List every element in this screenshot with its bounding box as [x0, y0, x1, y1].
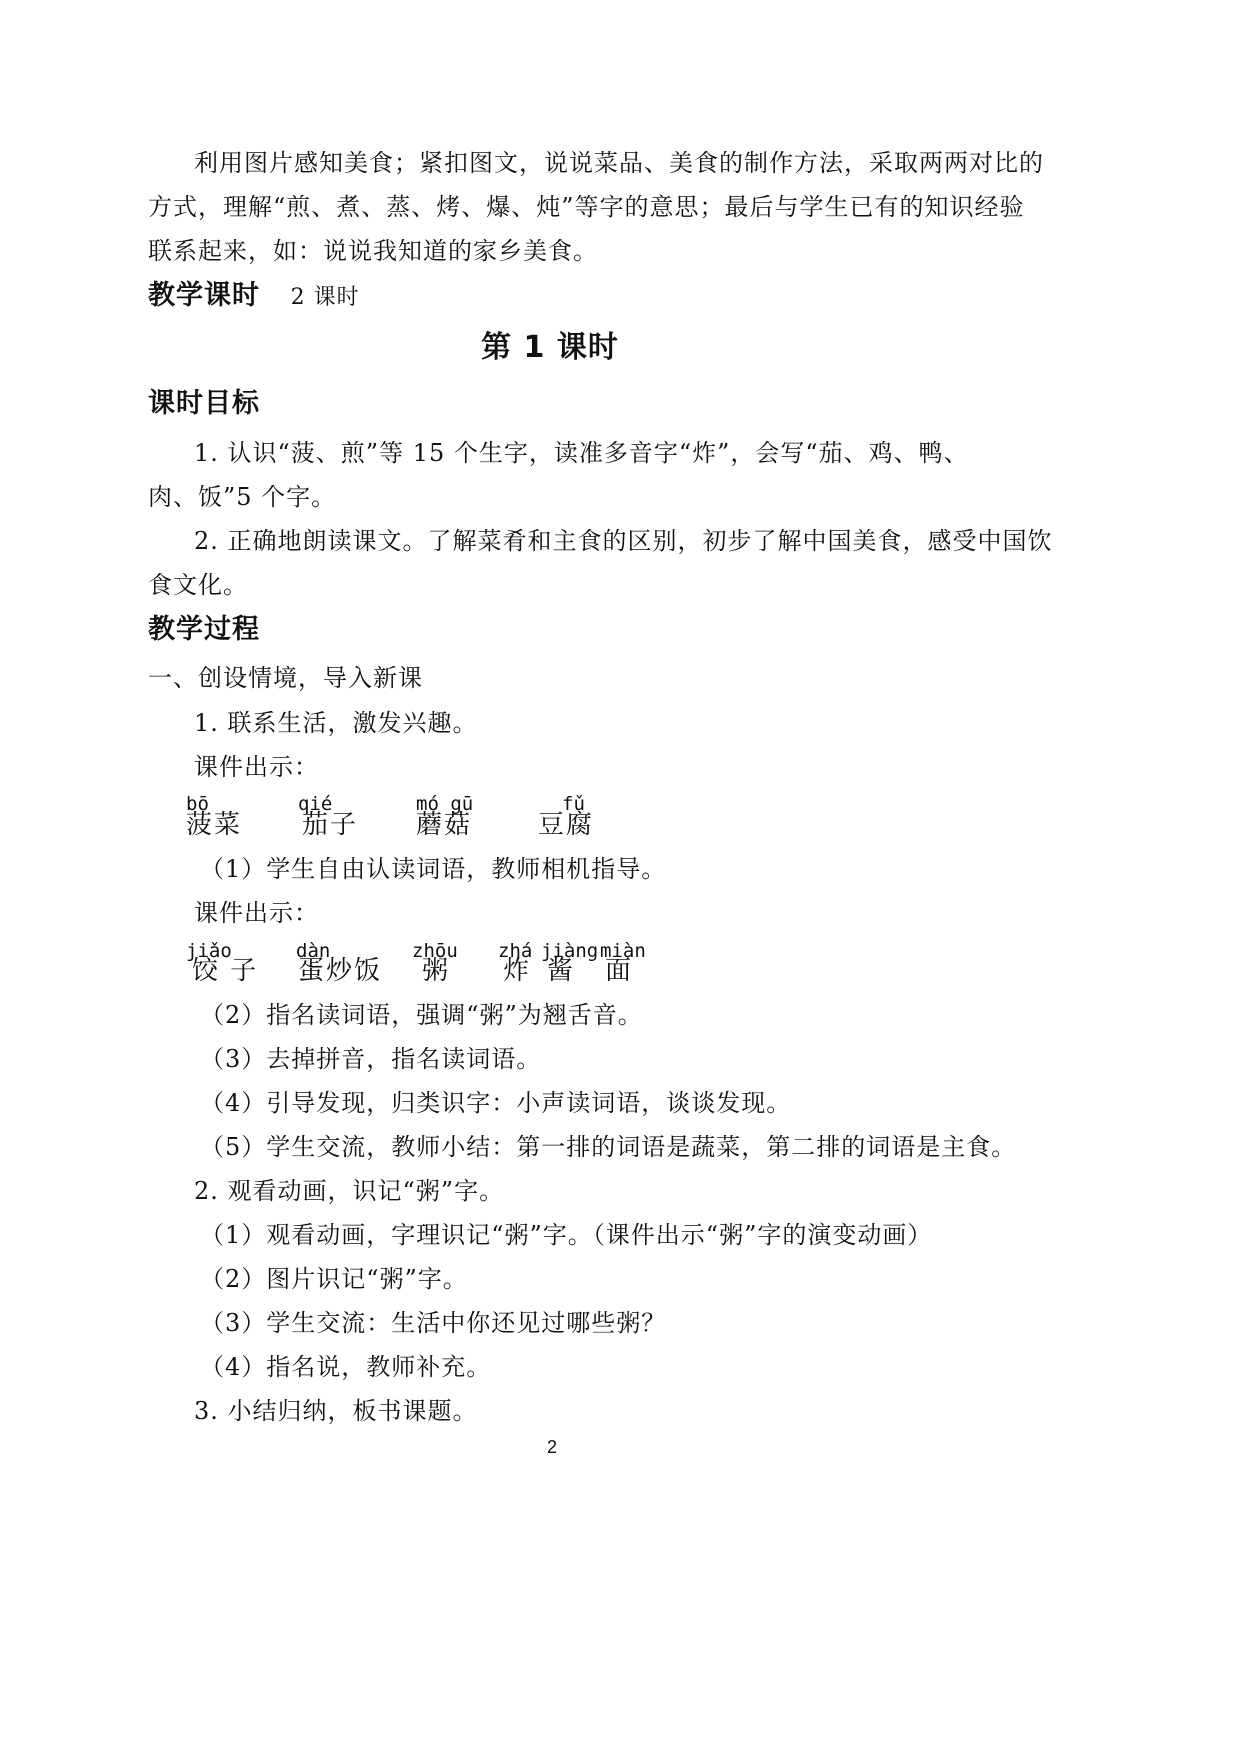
- step-3: 3. 小结归纳，板书课题。: [194, 1397, 478, 1425]
- goal-1-line-1: 1. 认识“菠、煎”等 15 个生字，读准多音字“炸”，会写“茄、鸡、鸭、: [194, 439, 969, 467]
- step-2: 2. 观看动画，识记“粥”字。: [194, 1177, 505, 1205]
- sub-2-1: （1）观看动画，字理识记“粥”字。（课件出示“粥”字的演变动画）: [200, 1221, 933, 1249]
- teaching-hours-label: 教学课时: [148, 280, 260, 311]
- sub-1-4: （4）引导发现，归类识字：小声读词语，谈谈发现。: [200, 1089, 792, 1117]
- step-1: 1. 联系生活，激发兴趣。: [194, 709, 478, 737]
- pinyin-mian: miàn: [600, 940, 646, 962]
- word-jiaozi: 饺 子: [192, 956, 259, 986]
- word-jiang: 酱: [547, 956, 576, 986]
- pinyin-bo: bō: [186, 793, 209, 815]
- goal-2-line-1: 2. 正确地朗读课文。了解菜肴和主食的区别，初步了解中国美食，感受中国饮: [194, 527, 1053, 555]
- pinyin-qie: qié: [298, 793, 333, 815]
- section-1-title: 一、创设情境，导入新课: [148, 664, 423, 692]
- sub-2-2: （2）图片识记“粥”字。: [200, 1265, 468, 1293]
- courseware-label-2: 课件出示：: [194, 899, 319, 927]
- pinyin-dan: dàn: [296, 940, 331, 962]
- pinyin-jiang: jiàng: [541, 940, 599, 962]
- pinyin-mogu: mó gū: [416, 793, 474, 815]
- teaching-hours-value: 2 课时: [290, 285, 360, 310]
- word-qiezi: 茄子: [302, 810, 359, 840]
- pinyin-jiao: jiǎo: [186, 940, 232, 962]
- word-danchaofan: 蛋炒饭: [298, 956, 383, 986]
- sub-2-4: （4）指名说，教师补充。: [200, 1353, 492, 1381]
- word-bocai: 菠菜: [186, 810, 243, 840]
- goal-2-line-2: 食文化。: [148, 571, 248, 599]
- sub-2-3: （3）学生交流：生活中你还见过哪些粥？: [200, 1309, 667, 1337]
- pinyin-fu: fǔ: [562, 793, 585, 815]
- lesson-title: 第 1 课时: [481, 330, 619, 365]
- goal-1-line-2: 肉、饭”5 个字。: [148, 483, 337, 511]
- word-zhou: 粥: [422, 956, 451, 986]
- sub-1-3: （3）去掉拼音，指名读词语。: [200, 1045, 542, 1073]
- word-zha: 炸: [503, 956, 532, 986]
- pinyin-zha: zhá: [498, 940, 533, 962]
- sub-1-2: （2）指名读词语，强调“粥”为翘舌音。: [200, 1001, 643, 1029]
- teaching-hours: [148, 280, 360, 314]
- intro-line-1: 利用图片感知美食；紧扣图文，说说菜品、美食的制作方法，采取两两对比的: [194, 149, 1044, 177]
- process-heading: 教学过程: [148, 614, 260, 645]
- intro-line-3: 联系起来，如：说说我知道的家乡美食。: [148, 237, 598, 265]
- word-mogu: 蘑菇: [416, 810, 473, 840]
- goals-heading: 课时目标: [148, 388, 260, 419]
- word-doufu: 豆腐: [538, 810, 595, 840]
- pinyin-zhou: zhōu: [412, 940, 458, 962]
- intro-line-2: 方式，理解“煎、煮、蒸、烤、爆、炖”等字的意思；最后与学生已有的知识经验: [148, 193, 1025, 221]
- sub-1-1: （1）学生自由认读词语，教师相机指导。: [200, 855, 667, 883]
- courseware-label-1: 课件出示：: [194, 753, 319, 781]
- word-mian: 面: [605, 956, 634, 986]
- page-number: 2: [547, 1437, 558, 1457]
- sub-1-5: （5）学生交流，教师小结：第一排的词语是蔬菜，第二排的词语是主食。: [200, 1133, 1017, 1161]
